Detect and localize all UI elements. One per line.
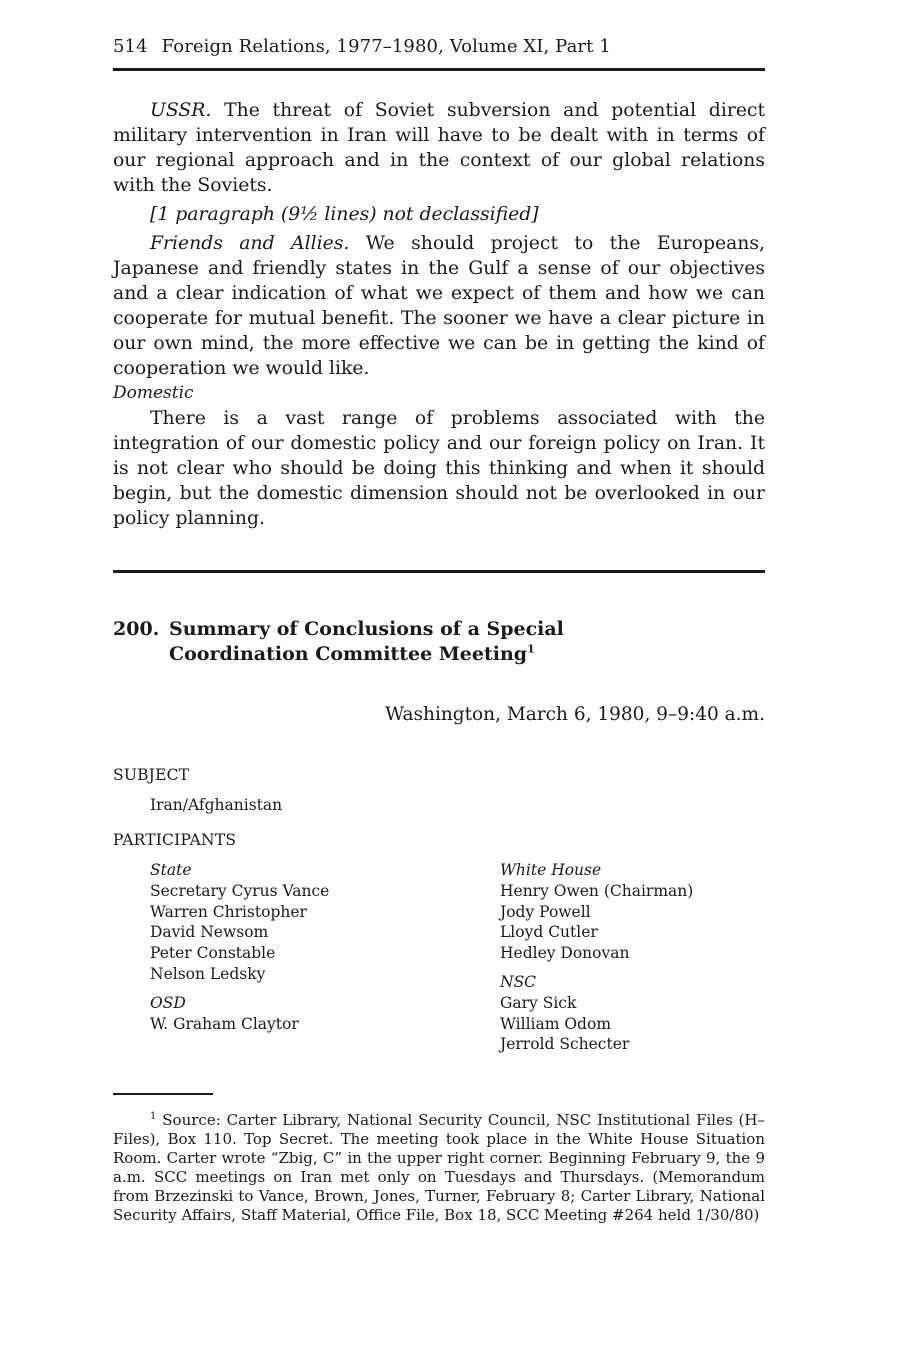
participant: Peter Constable (150, 944, 276, 963)
group-label-osd: OSD (150, 993, 186, 1012)
footnote-rule (113, 1093, 213, 1095)
participants-left-column (150, 860, 329, 1034)
group-label-white-house: White House (500, 861, 602, 879)
participant: Warren Christopher (150, 902, 307, 921)
header-rule (113, 68, 765, 71)
subheading-domestic: Domestic (113, 383, 194, 403)
participant: Gary Sick (500, 993, 577, 1012)
section-rule (113, 570, 765, 573)
participants-label: PARTICIPANTS (113, 831, 237, 849)
volume-title: Foreign Relations, 1977–1980, Volume XI, Part 1 (161, 36, 611, 57)
paragraph-ussr: USSR. The threat of Soviet subversion and potential direct military intervention in Iran will have to be dealt with in terms of our regional approach and in the context of our global relations with the Soviets. (113, 100, 765, 196)
subject-label: SUBJECT (113, 766, 190, 784)
paragraph-not-declassified: [1 paragraph (9½ lines) not declassified] (150, 204, 539, 225)
group-label-nsc: NSC (500, 972, 537, 991)
paragraph-domestic: There is a vast range of problems associated with the integration of our domestic policy and our foreign policy on Iran. It is not clear who should be doing this thinking and when it should begin, but the domestic dimension should not be overlooked in our policy planning. (113, 408, 765, 529)
participants-right-column (500, 860, 693, 1055)
participant: William Odom (500, 1014, 612, 1033)
footnote (113, 1111, 765, 1225)
footnote-reference[interactable]: 1 (527, 642, 535, 656)
page-number: 514 (113, 36, 148, 57)
participant: Hedley Donovan (500, 944, 630, 963)
document-heading (113, 617, 765, 667)
document-number: 200. (113, 618, 160, 640)
footnote-text: Source: Carter Library, National Security Council, NSC Institutional Files (H–Files), Box 110. Top Secret. The meeting took place in the White House Situation Room. Carter wrote “Zbig, C” in the upper right corner. Beginning February 9, the 9 a.m. SCC meetings on Iran met only on Tuesdays and Thursdays. (Memorandum from Brzezinski to Vance, Brown, Jones, Turner, February 8; Carter Library, National Security Affairs, Staff Material, Office File, Box 18, SCC Meeting #264 held 1/30/80) (113, 1111, 765, 1224)
group-label-state: State (150, 861, 192, 879)
paragraph-friends-allies: Friends and Allies. We should project to the Europeans, Japanese and friendly states in the Gulf a sense of our objectives and a clear indication of what we expect of them and how we can cooperate for mutual benefit. The sooner we have a clear picture in our own mind, the more effective we can be in getting the kind of cooperation we would like. (113, 233, 765, 379)
paragraph-lead: USSR. (150, 100, 212, 121)
participant: Jody Powell (500, 902, 591, 921)
participant: Jerrold Schecter (500, 1035, 630, 1054)
participant: David Newsom (150, 923, 269, 942)
participant: Henry Owen (Chairman) (500, 881, 694, 900)
participant: Secretary Cyrus Vance (150, 881, 330, 900)
footnote-marker: 1 (150, 1111, 157, 1122)
paragraph-lead: Friends and Allies. (150, 233, 350, 254)
participant: W. Graham Claytor (150, 1014, 299, 1033)
subject-value: Iran/Afghanistan (150, 796, 283, 814)
dateline: Washington, March 6, 1980, 9–9:40 a.m. (385, 704, 765, 725)
participant: Lloyd Cutler (500, 923, 598, 942)
body-text (113, 98, 765, 531)
document-title: Summary of Conclusions of a Special Coordination Committee Meeting (169, 618, 564, 665)
participant: Nelson Ledsky (150, 964, 266, 983)
running-head (113, 36, 765, 57)
